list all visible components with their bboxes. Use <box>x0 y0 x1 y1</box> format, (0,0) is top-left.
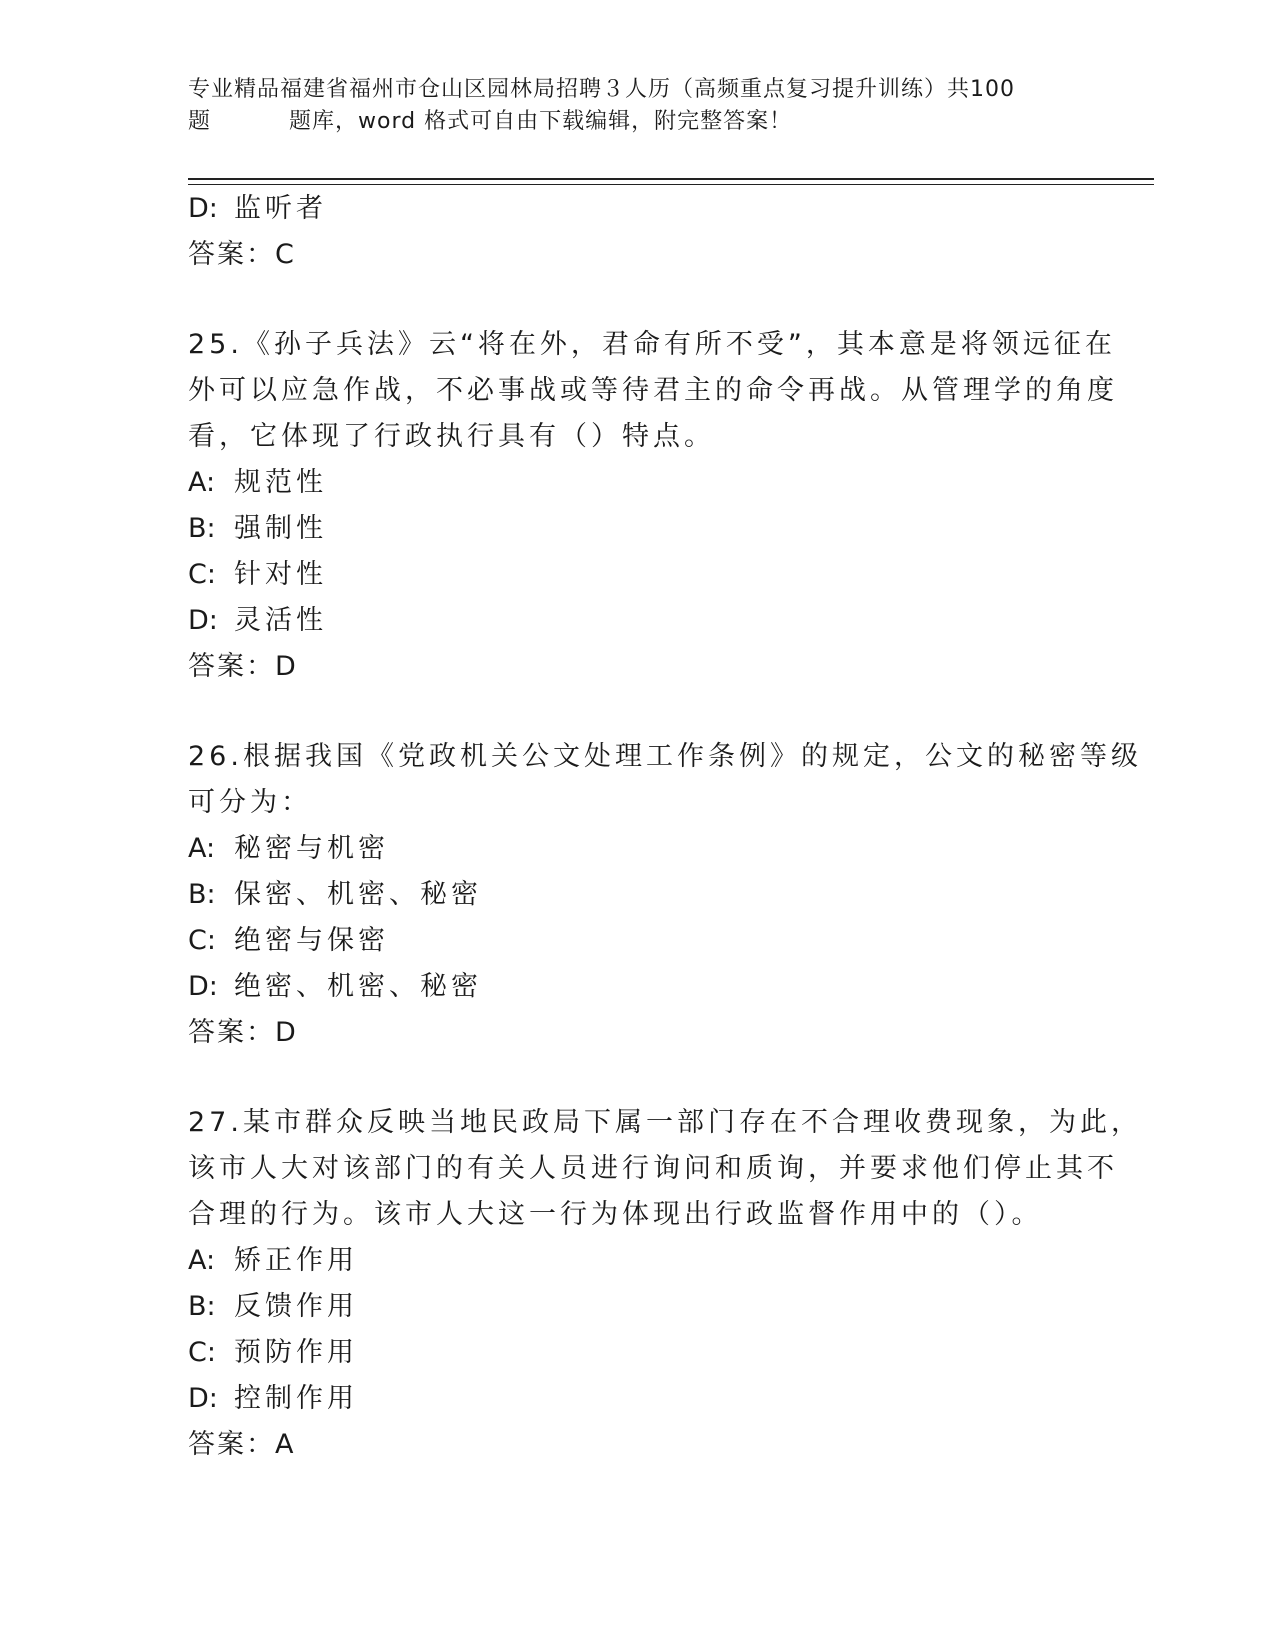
question-text-line: 27.某市群众反映当地民政局下属一部门存在不合理收费现象，为此， <box>188 1107 1142 1138</box>
option-d <box>188 1376 1088 1422</box>
option-c <box>188 552 1088 598</box>
header-title-line-2-left: 题 <box>188 109 212 134</box>
question-text <box>188 1100 1142 1238</box>
option-d <box>188 964 1088 1010</box>
option-text: 保密、机密、秘密 <box>234 879 482 910</box>
option-d <box>188 598 1088 644</box>
option-key: D: <box>188 193 218 224</box>
answer-line: 答案：C <box>188 239 296 270</box>
option-c <box>188 918 1088 964</box>
option-b <box>188 506 1088 552</box>
option-text: 预防作用 <box>234 1337 358 1368</box>
option-text: 强制性 <box>234 513 327 544</box>
option-b <box>188 1284 1088 1330</box>
option-text: 针对性 <box>234 559 327 590</box>
question-text-line: 可分为： <box>188 787 312 818</box>
question-text <box>188 734 1142 826</box>
option-key: C: <box>188 925 216 956</box>
option-key: B: <box>188 1291 216 1322</box>
option-text: 秘密与机密 <box>234 833 389 864</box>
option-text: 绝密、机密、秘密 <box>234 971 482 1002</box>
option-text: 灵活性 <box>234 605 327 636</box>
question-text-line: 看，它体现了行政执行具有（）特点。 <box>188 421 715 452</box>
answer-line: 答案：D <box>188 1017 298 1048</box>
option-key: C: <box>188 1337 216 1368</box>
header-title-line-1: 专业精品福建省福州市仓山区园林局招聘３人历（高频重点复习提升训练）共100 <box>188 77 1015 102</box>
option-text: 绝密与保密 <box>234 925 389 956</box>
option-text: 矫正作用 <box>234 1245 358 1276</box>
option-key: A: <box>188 467 216 498</box>
question-26 <box>188 734 1142 1056</box>
header-rule-thick <box>188 178 1154 180</box>
question-text-line: 25.《孙子兵法》云“将在外，君命有所不受”，其本意是将领远征在 <box>188 329 1116 360</box>
option-a <box>188 1238 1088 1284</box>
option-text: 监听者 <box>234 193 327 224</box>
question-text-line: 26.根据我国《党政机关公文处理工作条例》的规定，公文的秘密等级 <box>188 741 1142 772</box>
option-key: B: <box>188 879 216 910</box>
question-content <box>188 186 1142 1468</box>
option-key: A: <box>188 1245 216 1276</box>
option-key: A: <box>188 833 216 864</box>
option-a <box>188 826 1088 872</box>
option-key: C: <box>188 559 216 590</box>
question-text <box>188 322 1118 460</box>
option-key: D: <box>188 971 218 1002</box>
option-text: 控制作用 <box>234 1383 358 1414</box>
page-header <box>188 74 1088 138</box>
option-key: D: <box>188 1383 218 1414</box>
question-27 <box>188 1100 1142 1468</box>
answer-line: 答案：D <box>188 651 298 682</box>
question-25 <box>188 322 1118 690</box>
option-d <box>188 186 1088 232</box>
option-text: 反馈作用 <box>234 1291 358 1322</box>
option-key: D: <box>188 605 218 636</box>
header-title-line-2 <box>188 106 1088 138</box>
option-a <box>188 460 1088 506</box>
header-rule-thin <box>188 184 1154 185</box>
question-text-line: 该市人大对该部门的有关人员进行询问和质询，并要求他们停止其不 <box>188 1153 1118 1184</box>
question-text-line: 合理的行为。该市人大这一行为体现出行政监督作用中的（）。 <box>188 1199 1043 1230</box>
question-text-line: 外可以应急作战，不必事战或等待君主的命令再战。从管理学的角度 <box>188 375 1118 406</box>
option-key: B: <box>188 513 216 544</box>
option-text: 规范性 <box>234 467 327 498</box>
option-c <box>188 1330 1088 1376</box>
answer-line: 答案：A <box>188 1429 296 1460</box>
option-b <box>188 872 1088 918</box>
header-title-line-2-right: 题库，word 格式可自由下载编辑，附完整答案！ <box>289 109 793 134</box>
